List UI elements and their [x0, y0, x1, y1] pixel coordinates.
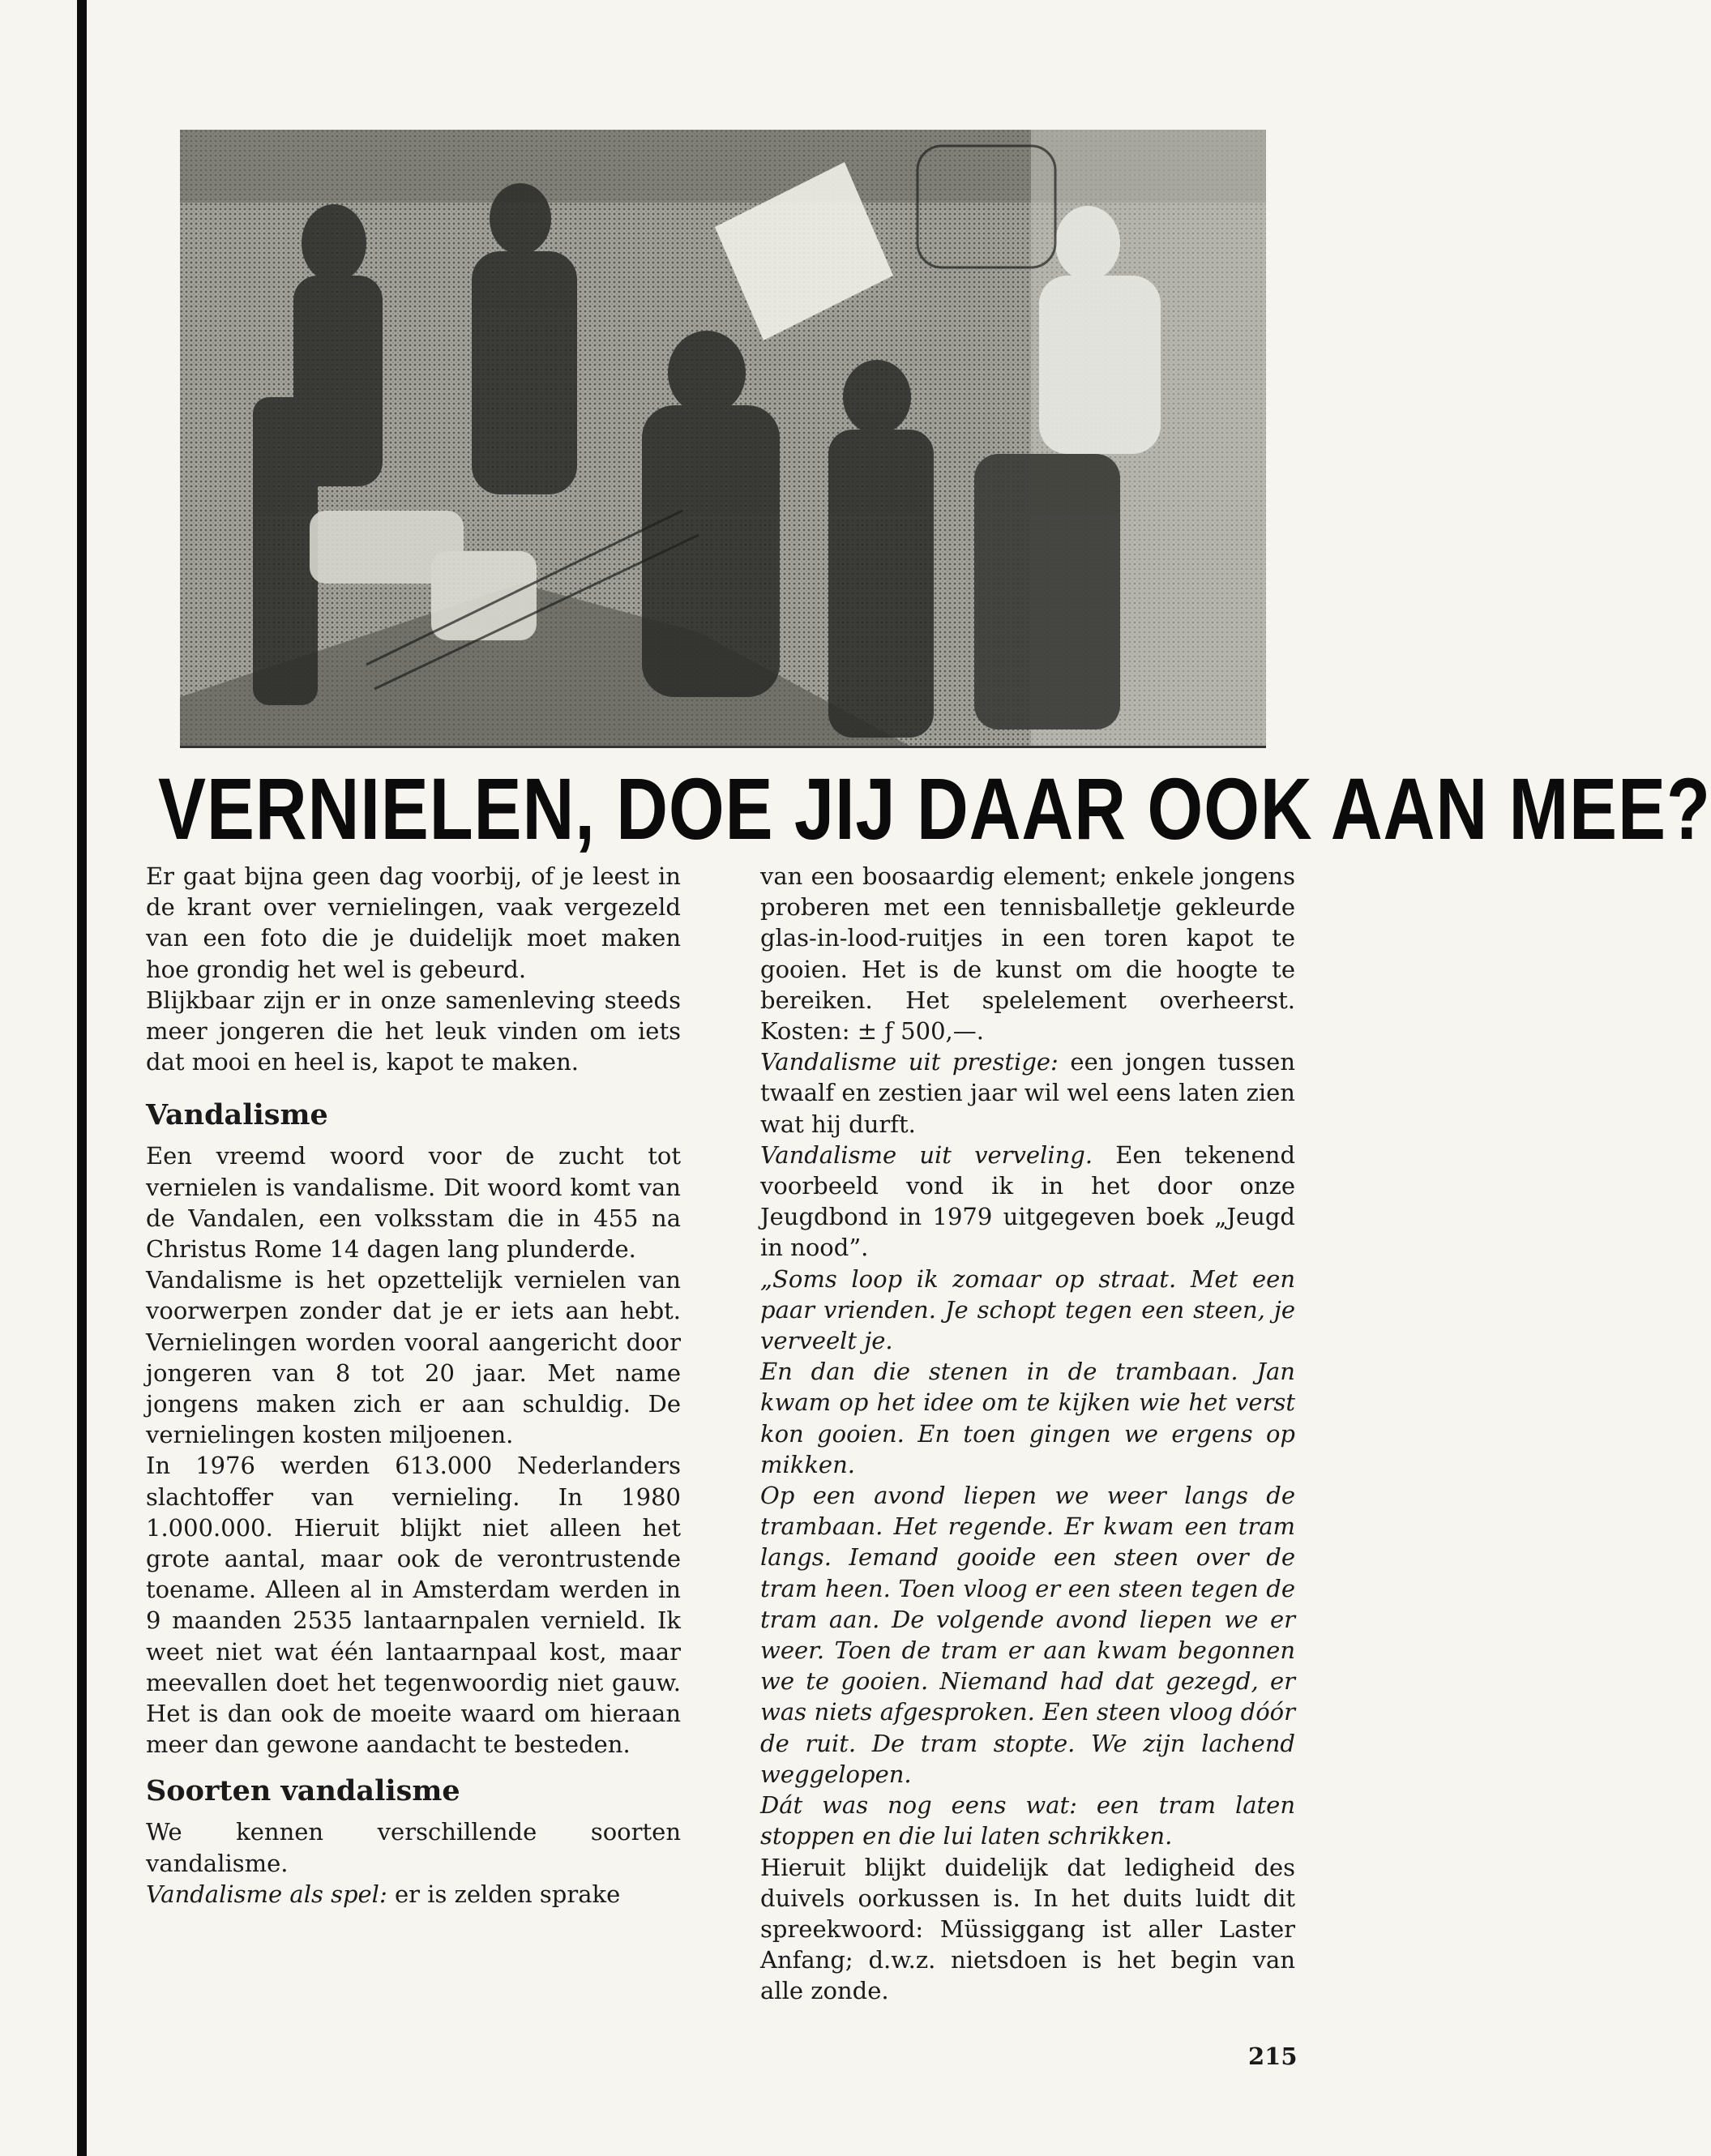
- term-label: Vandalisme uit verveling.: [760, 1140, 1093, 1169]
- section-heading-soorten: Soorten vandalisme: [146, 1774, 460, 1808]
- quote-paragraph: Dát was nog eens wat: een tram laten stoppen en die lui laten schrikken.: [760, 1791, 1295, 1850]
- section-heading-vandalisme: Vandalisme: [146, 1098, 328, 1132]
- body-paragraph: We kennen verschillende soorten vandalisme.: [146, 1818, 681, 1877]
- body-paragraph: [760, 1046, 1295, 1140]
- body-paragraph: van een boosaardig element; enkele jongens proberen met een tennisballetje gekleurde glas-in-lood-ruitjes in een toren kapot te gooien. Het is de kunst om die hoogte te bereiken. Het spelelement overheerst. Kosten: ± ƒ 500,—.: [760, 862, 1295, 1046]
- body-paragraph: Een vreemd woord voor de zucht tot vernielen is vandalisme. Dit woord komt van de Vandalen, een volksstam die in 455 na Christus Rome 14 dagen lang plunderde.: [146, 1142, 681, 1264]
- margin-bar: [77, 0, 87, 2156]
- term-text: er is zelden sprake: [394, 1880, 621, 1908]
- term-label: Vandalisme uit prestige:: [760, 1048, 1059, 1076]
- body-paragraph: Vandalisme is het opzettelijk vernielen van voorwerpen zonder dat je er iets aan hebt. Vernielingen worden vooral aangericht door jongeren van 8 tot 20 jaar. Met name jongens maken zich er aan schuldig. De vernielingen kosten miljoenen.: [146, 1266, 681, 1449]
- quote-paragraph: „Soms loop ik zomaar op straat. Met een paar vrienden. Je schopt tegen een steen, je verveelt je.: [760, 1264, 1295, 1355]
- headline: VERNIELEN, DOE JIJ DAAR OOK AAN MEE?: [158, 759, 1711, 858]
- body-paragraph: In 1976 werden 613.000 Nederlanders slachtoffer van vernieling. In 1980 1.000.000. Hieruit blijkt niet alleen het grote aantal, maar ook de verontrustende toename. Alleen al in Amsterdam werden in 9 maanden 2535 lantaarnpalen vernield. Ik weet niet wat één lantaarnpaal kost, maar meevallen doet het tegenwoordig niet gauw. Het is dan ook de moeite waard om hieraan meer dan gewone aandacht te besteden.: [146, 1452, 681, 1759]
- left-column: [146, 861, 681, 1910]
- quote-paragraph: Op een avond liepen we weer langs de trambaan. Het regende. Er kwam een tram langs. Iemand gooide een steen over de tram heen. Toen vloog er een steen tegen de tram aan. De volgende avond liepen we er weer. Toen de tram er aan kwam begonnen we te gooien. Niemand had dat gezegd, er was niets afgesproken. Een steen vloog dóór de ruit. De tram stopte. We zijn lachend weggelopen.: [760, 1482, 1295, 1788]
- quote-paragraph: En dan die stenen in de trambaan. Jan kwam op het idee om te kijken wie het verst kon gooien. En toen gingen we ergens op mikken.: [760, 1358, 1295, 1478]
- intro-paragraph: Er gaat bijna geen dag voorbij, of je leest in de krant over vernielingen, vaak vergezeld van een foto die je duidelijk moet maken hoe grondig het wel is gebeurd.: [146, 862, 681, 983]
- body-paragraph: [760, 1140, 1295, 1264]
- photo-icon: [180, 130, 1266, 746]
- closing-paragraph: Hieruit blijkt duidelijk dat ledigheid des duivels oorkussen is. In het duits luidt dit spreekwoord: Müssiggang ist aller Laster Anfang; d.w.z. nietsdoen is het begin van alle zonde.: [760, 1853, 1295, 2005]
- term-text: een jongen tussen twaalf en zestien jaar wil wel eens laten zien wat hij durft.: [760, 1048, 1296, 1138]
- body-paragraph: [146, 1879, 681, 1910]
- term-text: Een tekenend voorbeeld vond ik in het door onze Jeugdbond in 1979 uitgegeven boek „Jeugd in nood”.: [760, 1140, 1296, 1262]
- right-column: [760, 861, 1295, 2007]
- intro-paragraph: Blijkbaar zijn er in onze samenleving steeds meer jongeren die het leuk vinden om iets dat mooi en heel is, kapot te maken.: [146, 986, 681, 1076]
- term-label: Vandalisme als spel:: [146, 1880, 387, 1908]
- news-photo: [180, 130, 1266, 748]
- page-number: 215: [1248, 2043, 1298, 2070]
